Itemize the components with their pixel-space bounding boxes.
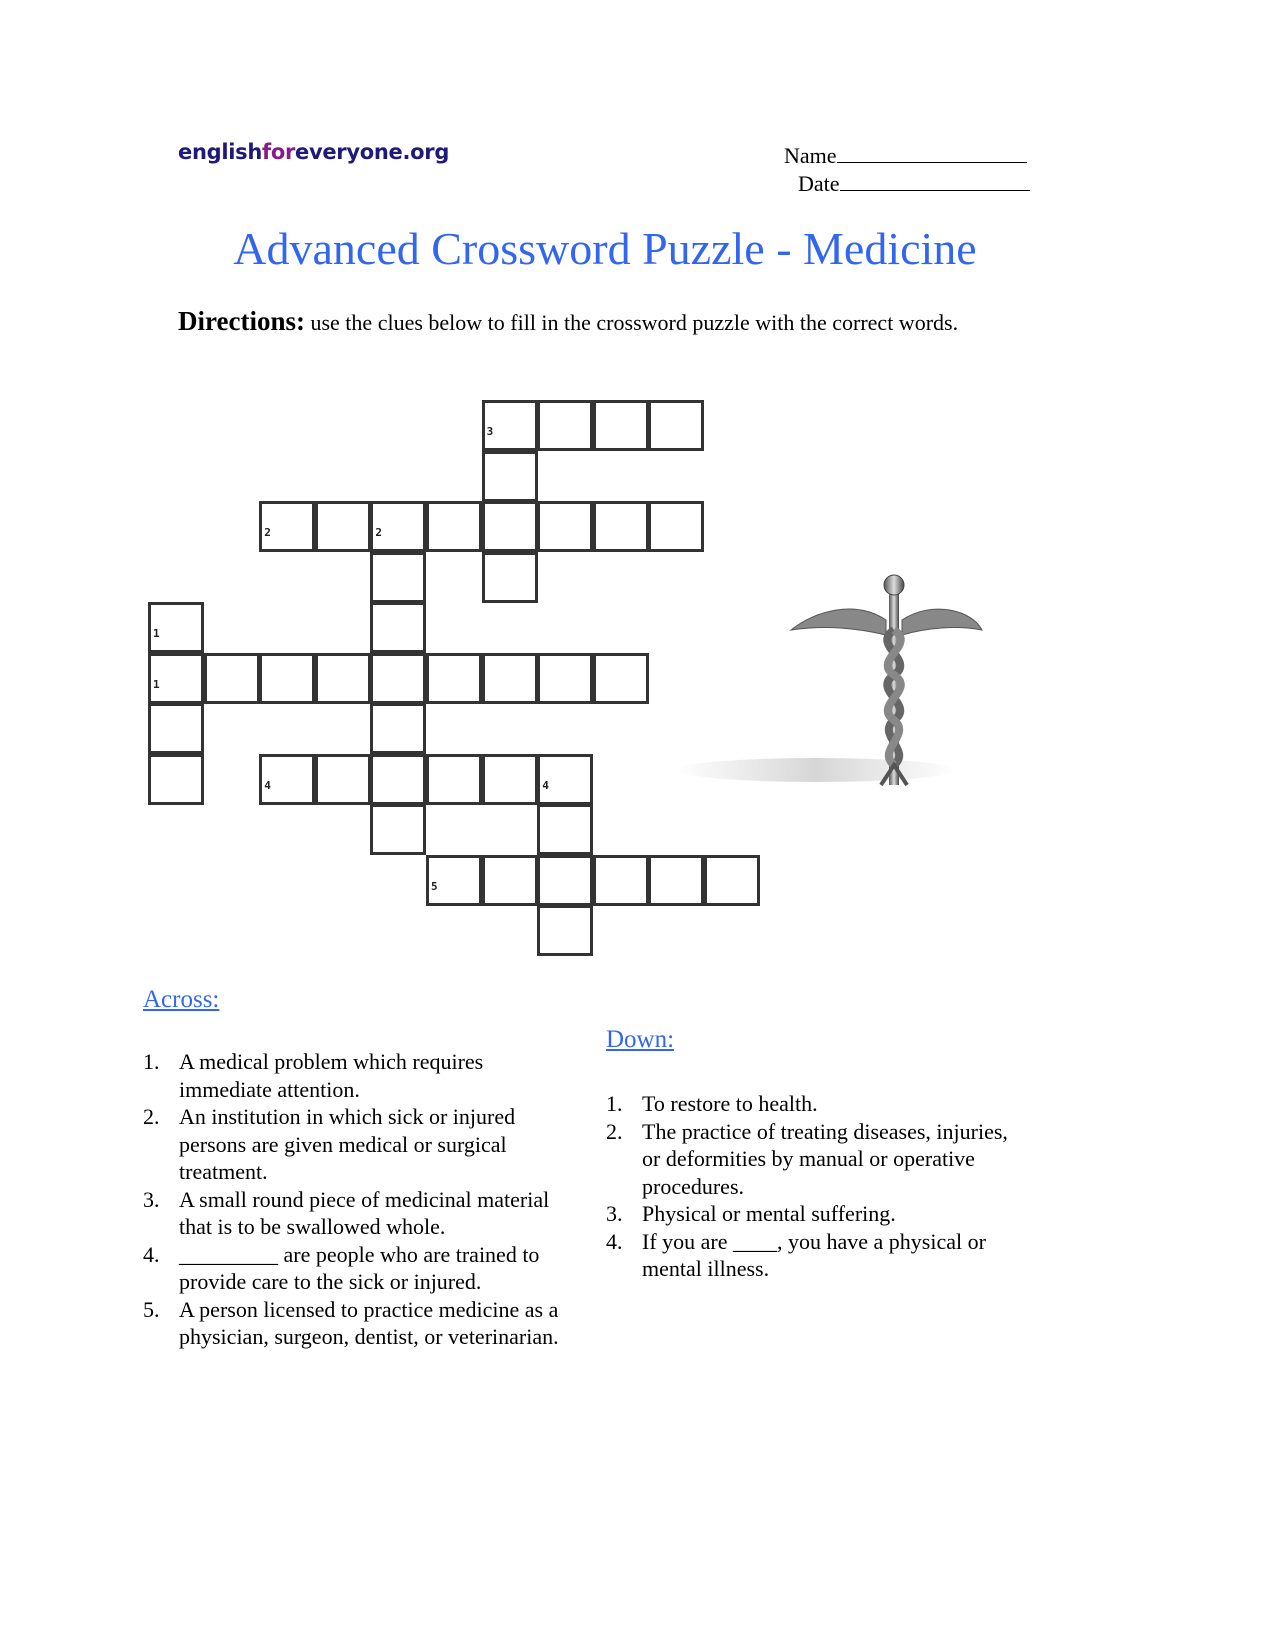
clue-item xyxy=(143,1241,573,1296)
name-label: Name xyxy=(784,143,837,168)
logo-text-mid: for xyxy=(261,140,296,164)
crossword-cell[interactable] xyxy=(648,400,704,451)
crossword-cell[interactable] xyxy=(537,804,593,855)
crossword-cell[interactable] xyxy=(482,653,538,704)
crossword-cell[interactable] xyxy=(315,754,371,805)
crossword-cell[interactable] xyxy=(482,552,538,603)
crossword-cell[interactable] xyxy=(148,703,204,754)
clue-text: A medical problem which requires immediate attention. xyxy=(179,1049,484,1102)
clue-number: 3. xyxy=(143,1186,160,1212)
crossword-cell[interactable] xyxy=(537,501,593,552)
crossword-cell[interactable] xyxy=(704,855,760,906)
crossword-cell[interactable] xyxy=(370,703,426,754)
date-field[interactable] xyxy=(840,170,1030,191)
clue-item xyxy=(143,1103,573,1186)
crossword-cell[interactable] xyxy=(482,451,538,502)
caduceus-icon xyxy=(676,540,1066,820)
crossword-cell[interactable] xyxy=(148,754,204,805)
crossword-cell[interactable] xyxy=(204,653,260,704)
clue-number: 2. xyxy=(143,1104,160,1129)
clue-number: 2. xyxy=(606,1118,623,1144)
clue-number: 3 xyxy=(486,425,494,438)
directions-label: Directions: xyxy=(178,306,305,336)
crossword-cell[interactable] xyxy=(482,501,538,552)
crossword-cell[interactable] xyxy=(315,653,371,704)
clue-number: 4. xyxy=(606,1228,623,1254)
clue-text: The practice of treating diseases, injuries, or deformities by manual or operative procedures. xyxy=(642,1118,1008,1199)
crossword-cell[interactable] xyxy=(148,602,204,653)
clue-text: Physical or mental suffering. xyxy=(642,1201,896,1226)
clue-text: If you are ____, you have a physical or mental illness. xyxy=(642,1228,986,1281)
name-date-block xyxy=(784,142,1030,198)
crossword-cell[interactable] xyxy=(537,905,593,956)
crossword-cell[interactable] xyxy=(315,501,371,552)
crossword-cell[interactable] xyxy=(482,754,538,805)
clue-item xyxy=(606,1118,1026,1201)
crossword-cell[interactable] xyxy=(370,552,426,603)
crossword-cell[interactable] xyxy=(259,653,315,704)
clue-number: 4 xyxy=(264,778,271,792)
crossword-cell[interactable] xyxy=(259,501,315,552)
clue-number: 2 xyxy=(264,526,271,539)
directions-text: use the clues below to fill in the crossword puzzle with the correct words. xyxy=(304,310,959,335)
clue-number: 2 xyxy=(375,526,383,539)
crossword-cell[interactable] xyxy=(370,602,426,653)
clue-number: 3. xyxy=(606,1201,623,1226)
crossword-cell[interactable] xyxy=(426,754,482,805)
clue-text: A small round piece of medicinal material that is to be swallowed whole. xyxy=(179,1186,550,1239)
clue-number: 5 xyxy=(431,879,438,893)
clue-number: 1. xyxy=(143,1049,160,1074)
clue-number: 1 xyxy=(153,627,160,640)
crossword-cell[interactable] xyxy=(482,400,538,451)
crossword-cell[interactable] xyxy=(370,754,426,805)
crossword-cell[interactable] xyxy=(593,855,649,906)
down-clues xyxy=(606,1090,1026,1283)
logo-text: english xyxy=(178,140,262,164)
name-field[interactable] xyxy=(837,142,1027,163)
crossword-cell[interactable] xyxy=(426,653,482,704)
crossword-cell[interactable] xyxy=(482,855,538,906)
clue-item xyxy=(143,1048,573,1103)
date-label: Date xyxy=(798,171,840,196)
crossword-cell[interactable] xyxy=(370,804,426,855)
clue-number: 5. xyxy=(143,1296,160,1322)
crossword-cell[interactable] xyxy=(593,400,649,451)
down-heading: Down: xyxy=(606,1026,675,1053)
directions xyxy=(178,306,958,337)
clue-number: 1 xyxy=(153,677,160,691)
crossword-cell[interactable] xyxy=(537,653,593,704)
clue-number: 4 xyxy=(542,778,549,792)
logo-text-end: everyone.org xyxy=(295,140,450,164)
clue-item xyxy=(143,1296,573,1351)
crossword-cell[interactable] xyxy=(426,501,482,552)
crossword-cell[interactable] xyxy=(370,653,426,704)
clue-text: _________ are people who are trained to provide care to the sick or injured. xyxy=(179,1241,540,1294)
crossword-cell[interactable] xyxy=(537,400,593,451)
clue-text: An institution in which sick or injured persons are given medical or surgical treatment. xyxy=(179,1104,516,1184)
clue-item xyxy=(606,1200,1026,1228)
clue-item xyxy=(606,1090,1026,1118)
crossword-cell[interactable] xyxy=(648,855,704,906)
page-title: Advanced Crossword Puzzle - Medicine xyxy=(233,223,977,274)
clue-text: A person licensed to practice medicine as a physician, surgeon, dentist, or veterinarian. xyxy=(179,1296,559,1349)
crossword-cell[interactable] xyxy=(537,754,593,805)
crossword-cell[interactable] xyxy=(537,855,593,906)
clue-number: 4. xyxy=(143,1241,160,1267)
crossword-cell[interactable] xyxy=(148,653,204,704)
clue-item xyxy=(143,1186,573,1241)
crossword-cell[interactable] xyxy=(370,501,426,552)
across-heading: Across: xyxy=(143,986,220,1013)
clue-item xyxy=(606,1228,1026,1283)
crossword-cell[interactable] xyxy=(593,501,649,552)
crossword-cell[interactable] xyxy=(259,754,315,805)
crossword-cell[interactable] xyxy=(593,653,649,704)
site-logo xyxy=(178,140,449,164)
clue-number: 1. xyxy=(606,1091,623,1116)
crossword-cell[interactable] xyxy=(426,855,482,906)
clue-text: To restore to health. xyxy=(642,1091,818,1116)
across-clues xyxy=(143,1048,573,1351)
